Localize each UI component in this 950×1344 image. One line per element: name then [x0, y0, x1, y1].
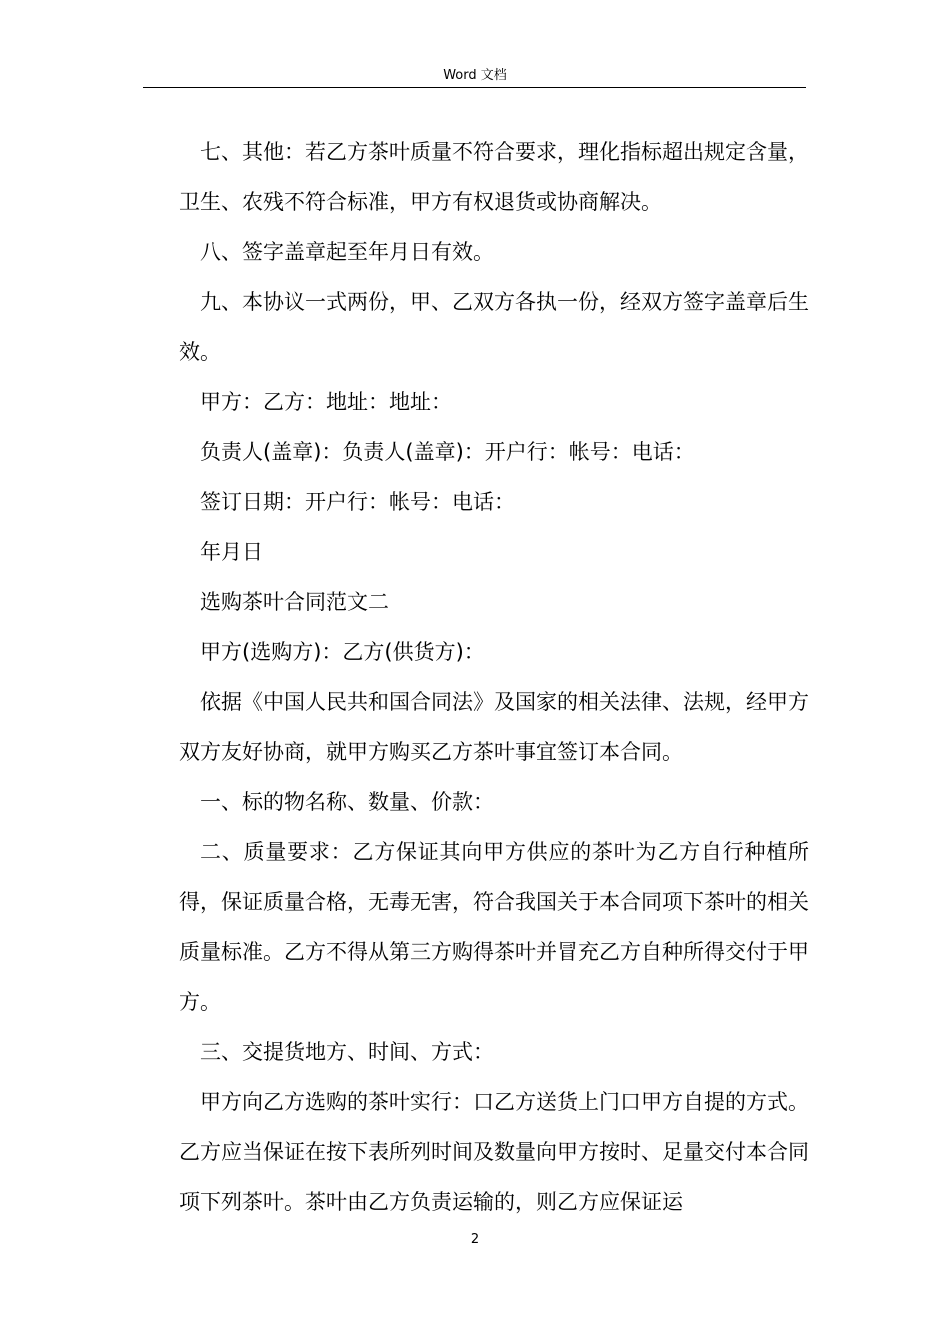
- paragraph-clause-8: 八、签字盖章起至年月日有效。: [200, 240, 494, 264]
- document-body: [179, 127, 809, 1227]
- paragraph-responsible-person: 负责人(盖章)：负责人(盖章)：开户行：帐号：电话：: [200, 440, 695, 464]
- paragraph-clause-1: 一、标的物名称、数量、价款：: [200, 790, 494, 814]
- paragraph-clause-9: 九、本协议一式两份，甲、乙双方各执一份，经双方签字盖章后生效。: [179, 290, 809, 364]
- paragraph-clause-7: 七、其他：若乙方茶叶质量不符合要求，理化指标超出规定含量，卫生、农残不符合标准，甲方有权退货或协商解决。: [179, 140, 809, 214]
- paragraph-date-placeholder: 年月日: [200, 540, 263, 564]
- page-number: 2: [470, 1232, 480, 1247]
- paragraph-preamble: 依据《中国人民共和国合同法》及国家的相关法律、法规，经甲方双方友好协商，就甲方购买乙方茶叶事宜签订本合同。: [179, 690, 809, 764]
- header-divider: [143, 87, 806, 88]
- paragraph-delivery-method: 甲方向乙方选购的茶叶实行：口乙方送货上门口甲方自提的方式。乙方应当保证在按下表所列时间及数量向甲方按时、足量交付本合同项下列茶叶。茶叶由乙方负责运输的，则乙方应保证运: [179, 1090, 809, 1214]
- section-title-sample-two: 选购茶叶合同范文二: [200, 590, 389, 614]
- page-header-title: Word 文档: [443, 68, 507, 83]
- paragraph-clause-3: 三、交提货地方、时间、方式：: [200, 1040, 494, 1064]
- paragraph-clause-2: 二、质量要求：乙方保证其向甲方供应的茶叶为乙方自行种植所得，保证质量合格，无毒无害，符合我国关于本合同项下茶叶的相关质量标准。乙方不得从第三方购得茶叶并冒充乙方自种所得交付于甲方。: [179, 840, 809, 1014]
- paragraph-signing-date: 签订日期：开户行：帐号：电话：: [200, 490, 515, 514]
- paragraph-party-address: 甲方：乙方：地址：地址：: [200, 390, 452, 414]
- paragraph-parties: 甲方(选购方)：乙方(供货方)：: [200, 640, 485, 664]
